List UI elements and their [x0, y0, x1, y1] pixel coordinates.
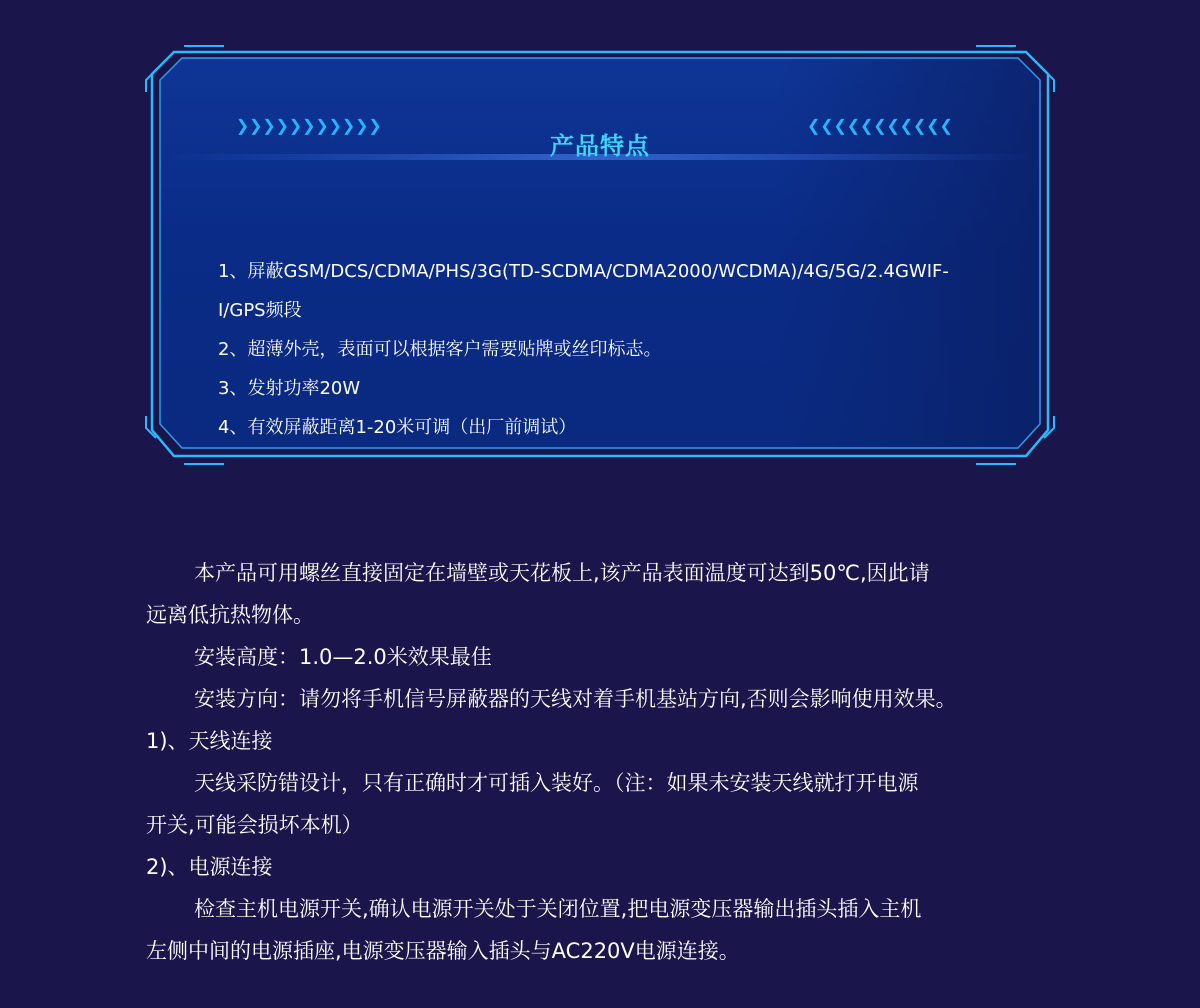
feature-item: 4、有效屏蔽距离1-20米可调（出厂前调试） — [218, 417, 577, 438]
install-height: 安装高度：1.0—2.0米效果最佳 — [194, 645, 492, 669]
chevrons-right-icon: ❯❯❯❯❯❯❯❯❯❯❯ — [236, 114, 382, 139]
install-direction: 安装方向：请勿将手机信号屏蔽器的天线对着手机基站方向,否则会影响使用效果。 — [194, 687, 957, 711]
features-panel — [144, 44, 1056, 468]
feature-list — [218, 252, 978, 447]
feature-item: 3、发射功率20W — [218, 378, 361, 399]
feature-item: 1、屏蔽GSM/DCS/CDMA/PHS/3G(TD-SCDMA/CDMA2000/WCDMA)/4G/5G/2.4GWIF- — [218, 261, 949, 282]
power-heading: 2)、电源连接 — [146, 855, 273, 879]
power-paragraph-cont: 左侧中间的电源插座,电源变压器输入插头与AC220V电源连接。 — [146, 939, 740, 963]
panel-title: 产品特点 — [550, 132, 650, 160]
feature-item: 2、超薄外壳，表面可以根据客户需要贴牌或丝印标志。 — [218, 339, 662, 360]
power-paragraph: 检查主机电源开关,确认电源开关处于关闭位置,把电源变压器输出插头插入主机 — [194, 897, 922, 921]
antenna-heading: 1)、天线连接 — [146, 729, 273, 753]
chevrons-left-icon: ❮❮❮❮❮❮❮❮❮❮❮ — [807, 114, 953, 139]
installation-text — [146, 552, 1066, 972]
mounting-paragraph: 本产品可用螺丝直接固定在墙壁或天花板上,该产品表面温度可达到50℃,因此请 — [194, 561, 930, 585]
antenna-paragraph: 天线采防错设计，只有正确时才可插入装好。（注：如果未安装天线就打开电源 — [194, 771, 919, 795]
mounting-paragraph-cont: 远离低抗热物体。 — [146, 603, 314, 627]
antenna-paragraph-cont: 开关,可能会损坏本机） — [146, 813, 363, 837]
feature-item: I/GPS频段 — [218, 300, 302, 321]
